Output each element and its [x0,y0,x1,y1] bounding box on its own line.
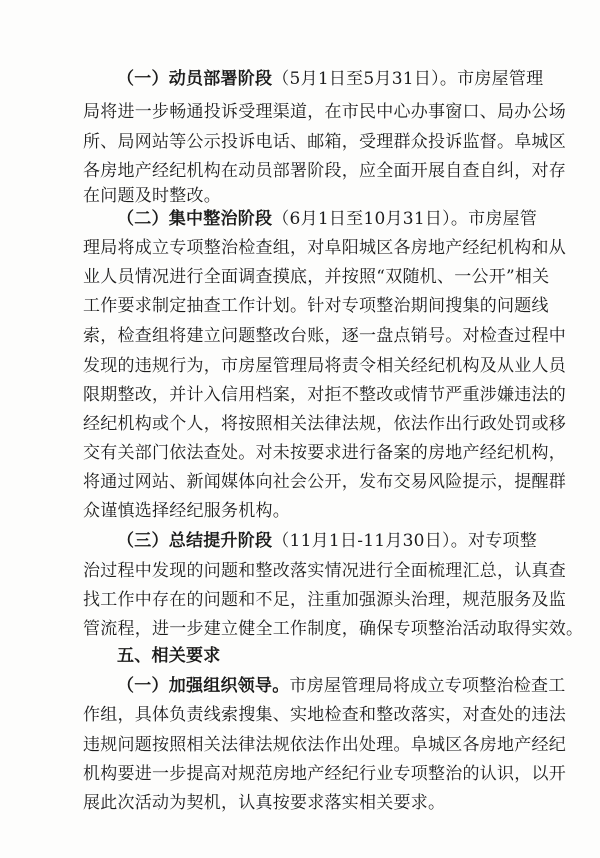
text-line [83,160,600,182]
text-line [83,131,600,153]
paragraph-text: 作组，具体负责线索搜集、实地检查和整改落实，对查处的违法 [83,705,566,725]
text-line [83,325,600,347]
text-line [117,208,600,230]
paragraph-text: 工作要求制定抽查工作计划。针对专项整治期间搜集的问题线 [83,296,549,316]
paragraph-text: 索，检查组将建立问题整改台账，逐一盘点销号。对检查过程中 [83,326,566,346]
paragraph-text: 局将进一步畅通投诉受理渠道，在市民中心办事窗口、局办公场 [83,102,566,122]
text-line [83,384,600,406]
section-heading: 五、相关要求 [117,646,221,666]
paragraph-text: 理局将成立专项整治检查组，对阜阳城区各房地产经纪机构和从 [83,238,566,258]
text-line [83,618,600,640]
paragraph-text: 管流程，进一步建立健全工作制度，确保专项整治活动取得实效。 [83,619,584,639]
text-line [83,355,600,377]
text-line [83,413,600,435]
text-line [117,68,600,90]
section-heading: （一）加强组织领导。 [117,676,290,696]
text-line [83,295,600,317]
paragraph-text: （11月1日-11月30日）。对专项整 [272,531,537,551]
text-line [83,734,600,756]
paragraph-text: 业人员情况进行全面调查摸底，并按照“双随机、一公开”相关 [83,267,550,287]
section-heading: （三）总结提升阶段 [117,531,273,551]
paragraph-text: 所、局网站等公示投诉电话、邮箱，受理群众投诉监督。阜城区 [83,132,566,152]
section-heading: （二）集中整治阶段 [117,209,273,229]
text-line [117,675,600,697]
paragraph-text: （5月1日至5月31日）。市房屋管理 [272,69,544,89]
text-line [83,500,600,522]
text-line [83,266,600,288]
text-line [83,589,600,611]
paragraph-text: 在问题及时整改。 [83,186,221,206]
paragraph-text: 限期整改，并计入信用档案，对拒不整改或情节严重涉嫌违法的 [83,385,566,405]
paragraph-text: 发现的违规行为，市房屋管理局将责令相关经纪机构及从业人员 [83,356,566,376]
text-line [83,442,600,464]
paragraph-text: 众谨慎选择经纪服务机构。 [83,501,290,521]
section-heading: （一）动员部署阶段 [117,69,273,89]
paragraph-text: 违规问题按照相关法律法规依法作出处理。阜城区各房地产经纪 [83,735,566,755]
paragraph-text: 各房地产经纪机构在动员部署阶段，应全面开展自查自纠，对存 [83,161,566,181]
text-line [83,704,600,726]
text-line [83,101,600,123]
text-line [83,185,600,207]
paragraph-text: 治过程中发现的问题和整改落实情况进行全面梳理汇总，认真查 [83,561,566,581]
paragraph-text: 展此次活动为契机，认真按要求落实相关要求。 [83,793,446,813]
text-line [83,560,600,582]
paragraph-text: （6月1日至10月31日）。市房屋管 [272,209,538,229]
paragraph-text: 将通过网站、新闻媒体向社会公开，发布交易风险提示，提醒群 [83,472,566,492]
paragraph-text: 市房屋管理局将成立专项整治检查工 [289,676,566,696]
text-line [83,763,600,785]
paragraph-text: 经纪机构或个人，将按照相关法律法规，依法作出行政处罚或移 [83,414,566,434]
text-line [83,237,600,259]
text-line [83,792,600,814]
paragraph-text: 交有关部门依法查处。对未按要求进行备案的房地产经纪机构， [83,443,566,463]
paragraph-text: 找工作中存在的问题和不足，注重加强源头治理，规范服务及监 [83,590,566,610]
text-line [83,471,600,493]
text-line [117,645,600,667]
paragraph-text: 机构要进一步提高对规范房地产经纪行业专项整治的认识，以开 [83,764,566,784]
text-line [117,530,600,552]
